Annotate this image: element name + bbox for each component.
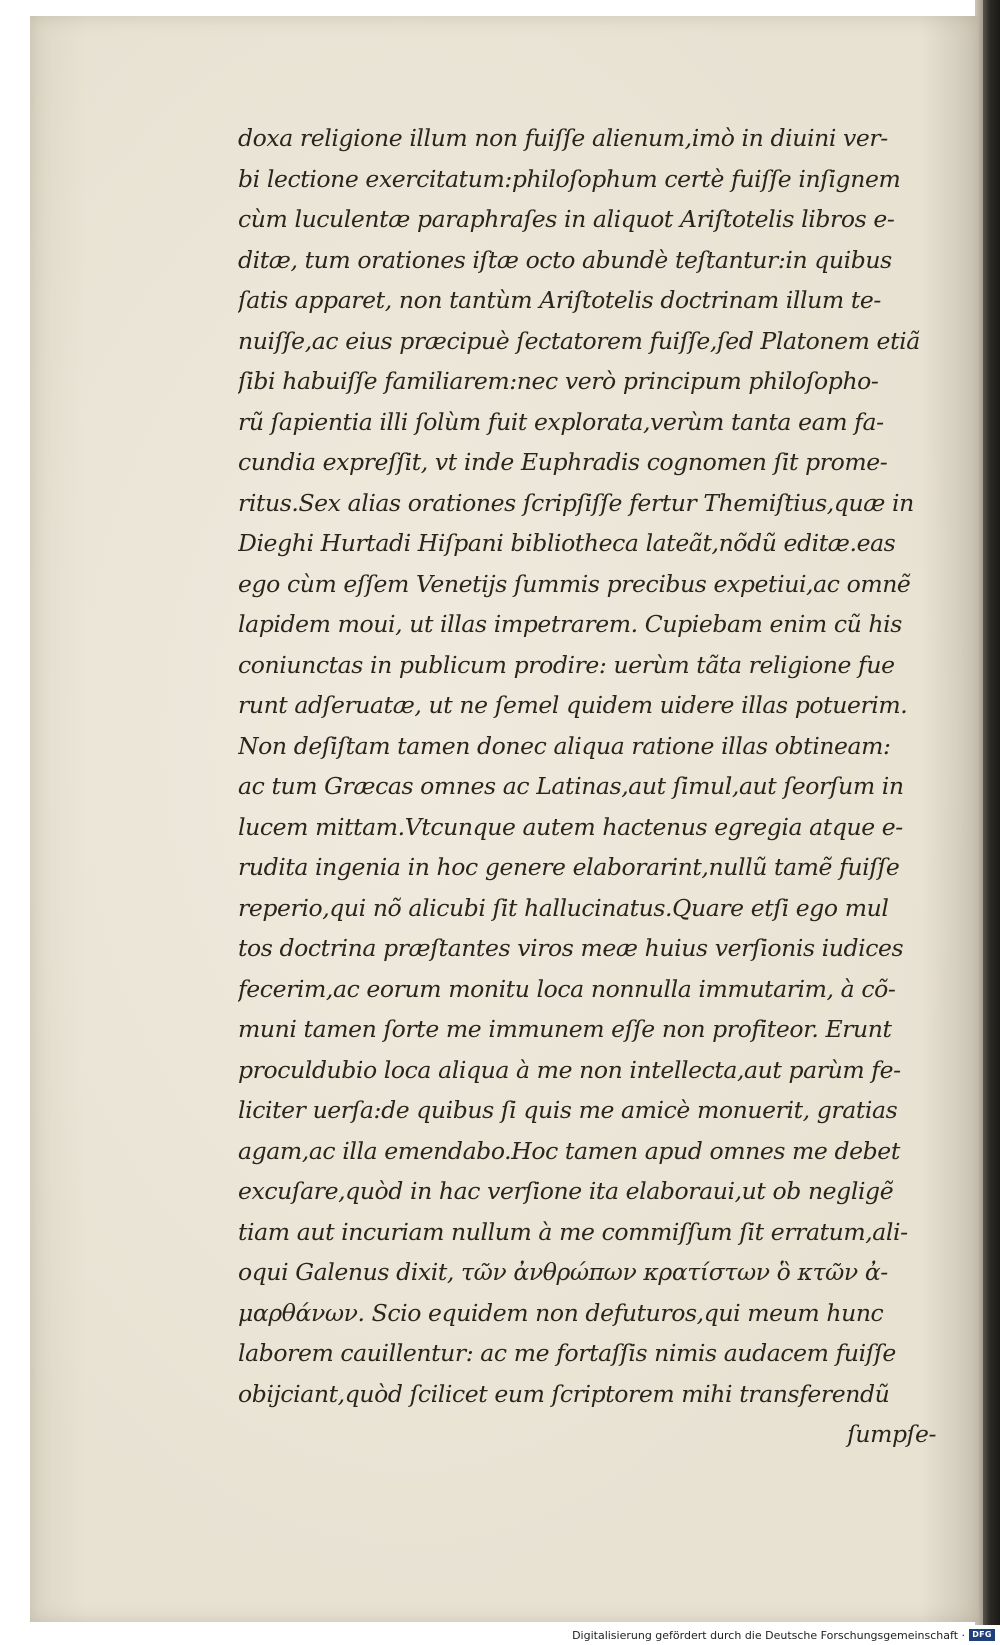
text-line: ſibi habuiſſe familiarem:nec verò principum philoſopho- [238, 367, 879, 395]
text-line: cundia expreſſit, vt inde Euphradis cognomen ſit prome- [238, 448, 888, 476]
text-line: reperio,qui nõ alicubi ſit hallucinatus.Quare etſi ego mul [238, 893, 889, 922]
dfg-logo: DFG [969, 1629, 995, 1641]
text-line: nuiſſe,ac eius præcipuè ſectatorem fuiſſe,ſed Platonem etiã [238, 326, 920, 355]
footer-credit: Digitalisierung gefördert durch die Deutsche Forschungsgemeinschaft · [572, 1628, 965, 1642]
text-line: doxa religione illum non fuiſſe alienum,imò in diuini ver- [238, 124, 888, 152]
text-line: oqui Galenus dixit, τῶν ἀνθρώπων κρατίστων ὃ κτῶν ἀ- [238, 1258, 888, 1286]
text-line: coniunctas in publicum prodire: uerùm tãta religione fue [238, 650, 895, 679]
text-line: agam,ac illa emendabo.Hoc tamen apud omnes me debet [238, 1136, 900, 1165]
text-line: cùm luculentæ paraphraſes in aliquot Ariſtotelis libros e- [238, 205, 895, 233]
digitization-footer [0, 1625, 1000, 1644]
text-line: laborem cauillentur: ac me fortaſſis nimis audacem fuiſſe [238, 1339, 896, 1367]
text-line: ego cùm eſſem Venetijs ſummis precibus expetiui,ac omnẽ [238, 569, 911, 598]
text-line: ritus.Sex alias orationes ſcripſiſſe fertur Themiſtius,quæ in [238, 488, 914, 517]
text-line: ac tum Græcas omnes ac Latinas,aut ſimul,aut ſeorſum in [238, 772, 904, 800]
text-line: obijciant,quòd ſcilicet eum ſcriptorem mihi transferendũ [238, 1379, 890, 1408]
text-line: muni tamen ſorte me immunem eſſe non profiteor. Erunt [238, 1015, 892, 1043]
text-line: tiam aut incuriam nullum à me commiſſum ſit erratum,ali- [238, 1217, 908, 1246]
text-line: runt adſeruatæ, ut ne ſemel quidem uidere illas potuerim. [238, 691, 908, 719]
text-line: tos doctrina præſtantes viros meæ huius verſionis iudices [238, 934, 904, 962]
text-line: μαρθάνων. Scio equidem non defuturos,qui meum hunc [238, 1298, 884, 1327]
body-text [238, 118, 938, 1455]
text-line: Non deſiſtam tamen donec aliqua ratione illas obtineam: [238, 731, 891, 760]
text-line: lapidem moui, ut illas impetrarem. Cupiebam enim cũ his [238, 610, 902, 638]
text-line: ſatis apparet, non tantùm Ariſtotelis doctrinam illum te- [238, 286, 881, 314]
text-line: rũ ſapientia illi ſolùm fuit explorata,verùm tanta eam fa- [238, 407, 884, 436]
text-line: rudita ingenia in hoc genere elaborarint,nullũ tamẽ fuiſſe [238, 853, 900, 881]
text-line: lucem mittam.Vtcunque autem hactenus egregia atque e- [238, 812, 903, 841]
catchword: ſumpſe- [847, 1420, 936, 1448]
text-line: excuſare,quòd in hac verſione ita elaboraui,ut ob negligẽ [238, 1177, 894, 1205]
text-line: Dieghi Hurtadi Hiſpani bibliotheca lateãt,nõdũ editæ.eas [238, 529, 896, 557]
text-line: fecerim,ac eorum monitu loca nonnulla immutarim, à cõ- [238, 974, 896, 1003]
book-spine-edge [983, 0, 1000, 1625]
text-line: bi lectione exercitatum:philoſophum certè fuiſſe inſignem [238, 164, 901, 193]
text-line: ditæ, tum orationes iſtæ octo abundè teſtantur:in quibus [238, 245, 892, 274]
text-line: liciter uerſa:de quibus ſi quis me amicè monuerit, gratias [238, 1096, 898, 1124]
text-line: proculdubio loca aliqua à me non intellecta,aut parùm fe- [238, 1055, 901, 1084]
